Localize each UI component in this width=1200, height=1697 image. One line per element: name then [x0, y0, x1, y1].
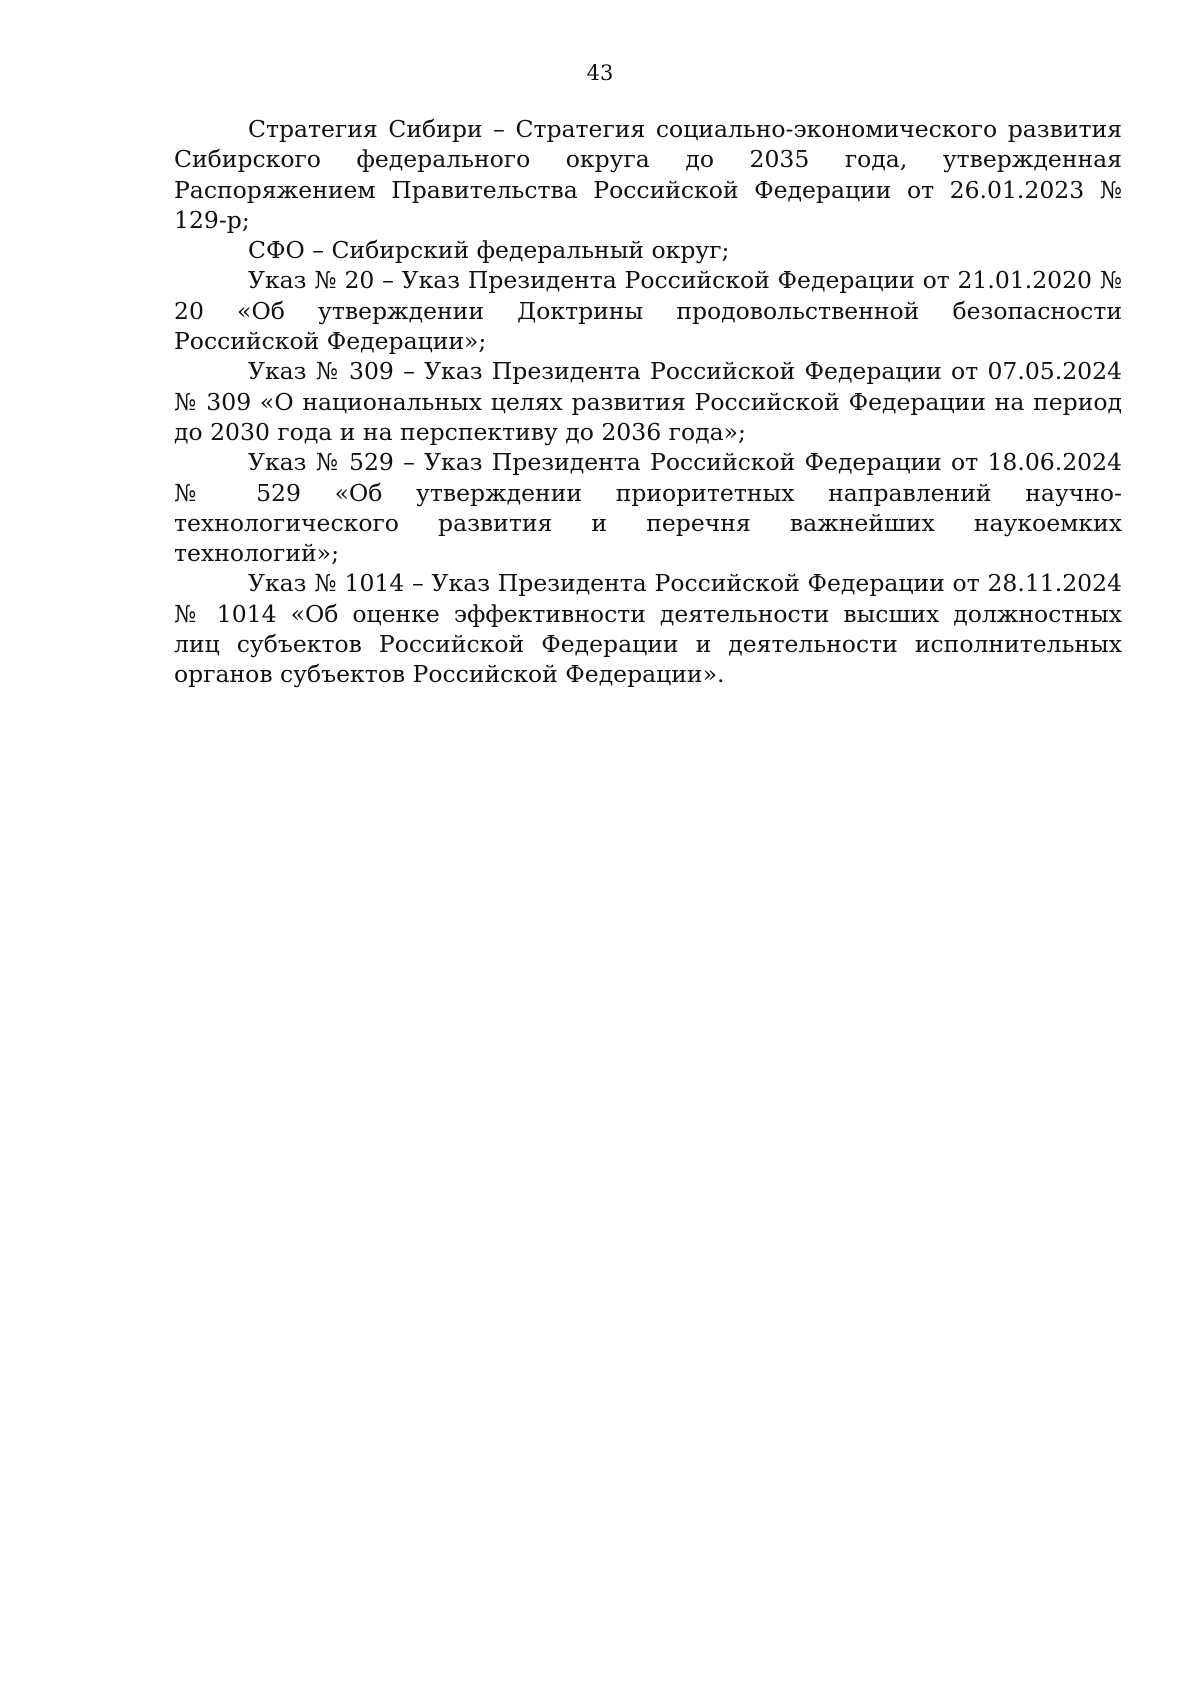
- definition-decree-1014: Указ № 1014 – Указ Президента Российской Федерации от 28.11.2024 № 1014 «Об оценке эффективности деятельности высших должностных лиц субъектов Российской Федерации и деятельности исполнительных органов субъектов Российской Федерации».: [174, 569, 1122, 689]
- page-number: 43: [586, 61, 614, 85]
- definition-sfo: СФО – Сибирский федеральный округ;: [248, 236, 730, 265]
- document-body: [174, 114, 1122, 690]
- definition-decree-529: Указ № 529 – Указ Президента Российской Федерации от 18.06.2024 № 529 «Об утверждении приоритетных направлений научно-технологического развития и перечня важнейших наукоемких технологий»;: [174, 448, 1122, 568]
- definition-decree-309: Указ № 309 – Указ Президента Российской Федерации от 07.05.2024 № 309 «О национальных целях развития Российской Федерации на период до 2030 года и на перспективу до 2036 года»;: [174, 357, 1122, 446]
- definition-decree-20: Указ № 20 – Указ Президента Российской Федерации от 21.01.2020 № 20 «Об утверждении Доктрины продовольственной безопасности Российской Федерации»;: [174, 266, 1122, 356]
- definition-strategy-siberia: Стратегия Сибири – Стратегия социально-экономического развития Сибирского федерального округа до 2035 года, утвержденная Распоряжением Правительства Российской Федерации от 26.01.2023 № 129-р;: [174, 115, 1122, 234]
